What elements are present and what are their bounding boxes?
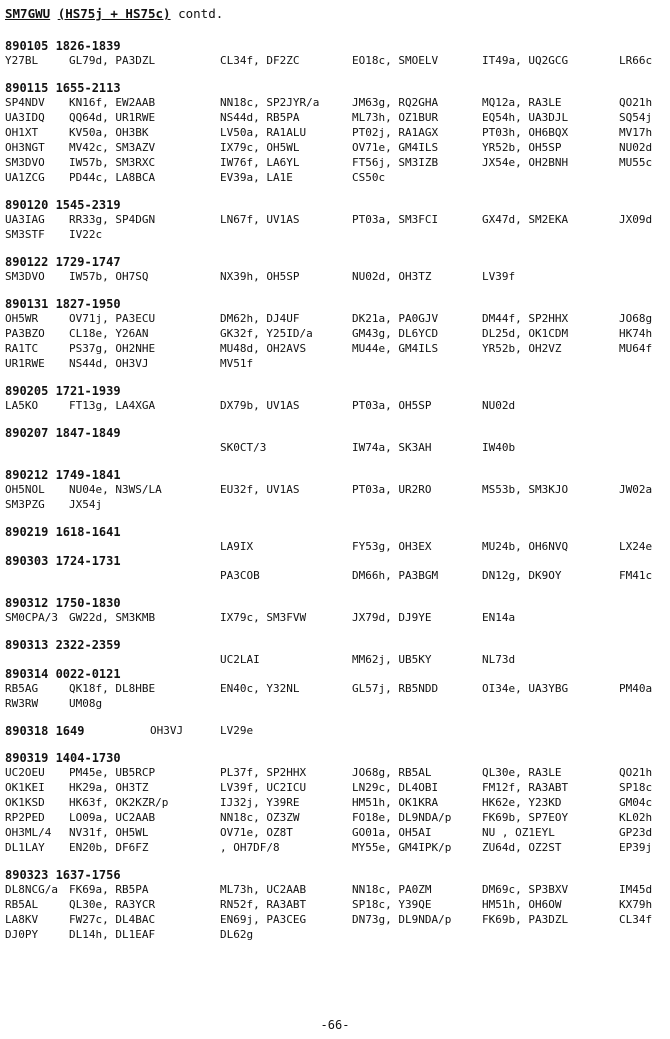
log-entry: FO18e, DL9NDA/p bbox=[352, 811, 452, 824]
log-entry: NN18c, OZ3ZW bbox=[220, 811, 300, 824]
page-header bbox=[5, 6, 667, 26]
log-row bbox=[5, 497, 667, 512]
log-entry: KL02h bbox=[619, 811, 653, 824]
log-row bbox=[5, 269, 667, 284]
log-entry: EN20b, DF6FZ bbox=[69, 841, 149, 854]
station-callsign: DL1LAY bbox=[5, 841, 45, 854]
log-entry: RR33g, SP4DGN bbox=[69, 213, 156, 226]
block-date-time: 890122 1729-1747 bbox=[5, 255, 121, 269]
log-row bbox=[5, 341, 667, 356]
log-entry: MM62j, UB5KY bbox=[352, 653, 432, 666]
log-row bbox=[5, 326, 667, 341]
log-entry: CL18e, Y26AN bbox=[69, 327, 149, 340]
log-entry: OH3VJ bbox=[150, 724, 184, 737]
log-entry: PT03a, OH5SP bbox=[352, 399, 432, 412]
station-callsign: SM3DVO bbox=[5, 270, 45, 283]
log-entry: LN67f, UV1AS bbox=[220, 213, 300, 226]
log-entry: PM40a bbox=[619, 682, 653, 695]
log-entry: HK74h bbox=[619, 327, 653, 340]
block-date-time: 890205 1721-1939 bbox=[5, 384, 121, 398]
station-callsign: Y27BL bbox=[5, 54, 39, 67]
log-row bbox=[5, 912, 667, 927]
log-entry: JX79d, DJ9YE bbox=[352, 611, 432, 624]
log-entry: EP39j bbox=[619, 841, 653, 854]
log-entry: UC2LAI bbox=[220, 653, 260, 666]
log-entry: QK18f, DL8HBE bbox=[69, 682, 156, 695]
log-row bbox=[5, 539, 667, 554]
log-entry: DX79b, UV1AS bbox=[220, 399, 300, 412]
block-date-time: 890314 0022-0121 bbox=[5, 667, 121, 681]
log-entry: OV71e, OZ8T bbox=[220, 826, 293, 839]
log-entry: DM44f, SP2HHX bbox=[482, 312, 569, 325]
log-row bbox=[5, 652, 667, 667]
station-callsign: UA1ZCG bbox=[5, 171, 45, 184]
log-entry: GO01a, OH5AI bbox=[352, 826, 432, 839]
log-entry: GK32f, Y25ID/a bbox=[220, 327, 313, 340]
log-entry: EQ54h, UA3DJL bbox=[482, 111, 569, 124]
log-entry: SQ54j bbox=[619, 111, 653, 124]
log-entry: JO68g bbox=[619, 312, 653, 325]
log-entry: NU , OZ1EYL bbox=[482, 826, 555, 839]
station-callsign: OH1XT bbox=[5, 126, 39, 139]
log-entry: QO21h bbox=[619, 766, 653, 779]
log-row bbox=[5, 110, 667, 125]
log-entry: , OH7DF/8 bbox=[220, 841, 280, 854]
log-entry: DN73g, DL9NDA/p bbox=[352, 913, 452, 926]
station-callsign: PA3BZO bbox=[5, 327, 45, 340]
log-entry: QL30e, RA3YCR bbox=[69, 898, 156, 911]
station-callsign: RB5AG bbox=[5, 682, 39, 695]
log-entry: FK69b, SP7EOY bbox=[482, 811, 569, 824]
log-block bbox=[5, 426, 667, 455]
log-entry: LA9IX bbox=[220, 540, 254, 553]
log-entry: IV22c bbox=[69, 228, 103, 241]
log-row bbox=[5, 795, 667, 810]
log-entry: SP18c, Y39QE bbox=[352, 898, 432, 911]
log-entry: YR52b, OH2VZ bbox=[482, 342, 562, 355]
log-entry: IW57b, SM3RXC bbox=[69, 156, 156, 169]
log-block bbox=[5, 554, 667, 583]
block-date-time: 890120 1545-2319 bbox=[5, 198, 121, 212]
log-entry: HM51h, OK1KRA bbox=[352, 796, 439, 809]
log-entry: NX39h, OH5SP bbox=[220, 270, 300, 283]
log-entry: FM41c bbox=[619, 569, 653, 582]
log-entry: NU02d bbox=[482, 399, 516, 412]
log-block bbox=[5, 525, 667, 554]
log-entry: EV39a, LA1E bbox=[220, 171, 293, 184]
log-entry: JX09d bbox=[619, 213, 653, 226]
log-entry: ZU64d, OZ2ST bbox=[482, 841, 562, 854]
log-entry: DL62g bbox=[220, 928, 254, 941]
log-entry: IW57b, OH7SQ bbox=[69, 270, 149, 283]
station-callsign: UR1RWE bbox=[5, 357, 45, 370]
log-entry: MU55c bbox=[619, 156, 653, 169]
header-suffix: contd. bbox=[178, 6, 224, 21]
log-entry: FK69b, PA3DZL bbox=[482, 913, 569, 926]
log-row bbox=[5, 897, 667, 912]
log-entry: GM04c bbox=[619, 796, 653, 809]
station-callsign: OK1KSD bbox=[5, 796, 45, 809]
log-row bbox=[5, 311, 667, 326]
log-entry: NS44d, RB5PA bbox=[220, 111, 300, 124]
log-row bbox=[5, 765, 667, 780]
log-entry: GM43g, DL6YCD bbox=[352, 327, 439, 340]
block-date-time: 890105 1826-1839 bbox=[5, 39, 121, 53]
log-row bbox=[5, 170, 667, 185]
log-block bbox=[5, 868, 667, 942]
log-entry: PS37g, OH2NHE bbox=[69, 342, 156, 355]
log-row bbox=[5, 53, 667, 68]
log-entry: HK62e, Y23KD bbox=[482, 796, 562, 809]
block-date-time: 890323 1637-1756 bbox=[5, 868, 121, 882]
log-page bbox=[5, 6, 667, 942]
log-entry: IJ32j, Y39RE bbox=[220, 796, 300, 809]
block-date-time-text: 890318 1649 bbox=[5, 724, 85, 738]
header-equipment: (HS75j + HS75c) bbox=[57, 6, 171, 21]
log-entry: NN18c, PA0ZM bbox=[352, 883, 432, 896]
log-row bbox=[5, 840, 667, 855]
log-entry: HK29a, OH3TZ bbox=[69, 781, 149, 794]
log-entry: EO18c, SMOELV bbox=[352, 54, 439, 67]
log-entry: PM45e, UB5RCP bbox=[69, 766, 156, 779]
log-entry: PT02j, RA1AGX bbox=[352, 126, 439, 139]
log-entry: DM62h, DJ4UF bbox=[220, 312, 300, 325]
log-entry: LX24e bbox=[619, 540, 653, 553]
log-row bbox=[5, 882, 667, 897]
station-callsign: SM3STF bbox=[5, 228, 45, 241]
log-entry: LV50a, RA1ALU bbox=[220, 126, 307, 139]
log-entry: MU24b, OH6NVQ bbox=[482, 540, 569, 553]
log-entry: RN52f, RA3ABT bbox=[220, 898, 307, 911]
station-callsign: OH5WR bbox=[5, 312, 39, 325]
log-row bbox=[5, 227, 667, 242]
log-entry: MU44e, GM4ILS bbox=[352, 342, 439, 355]
log-entry: SP18c bbox=[619, 781, 653, 794]
log-row bbox=[5, 440, 667, 455]
log-entry: PD44c, LA8BCA bbox=[69, 171, 156, 184]
log-row bbox=[5, 696, 667, 711]
log-entry: HM51h, OH6OW bbox=[482, 898, 562, 911]
log-entry: JO68g, RB5AL bbox=[352, 766, 432, 779]
log-entry: PT03a, UR2RO bbox=[352, 483, 432, 496]
log-row bbox=[5, 810, 667, 825]
log-entry: KX79h bbox=[619, 898, 653, 911]
log-entry: MY55e, GM4IPK/p bbox=[352, 841, 452, 854]
log-row bbox=[5, 212, 667, 227]
log-row bbox=[5, 140, 667, 155]
log-entry: IW76f, LA6YL bbox=[220, 156, 300, 169]
log-block bbox=[5, 667, 667, 711]
station-callsign: OH3NGT bbox=[5, 141, 45, 154]
log-entry: GP23d bbox=[619, 826, 653, 839]
log-entry: LN29c, DL4OBI bbox=[352, 781, 439, 794]
log-entry: DM66h, PA3BGM bbox=[352, 569, 439, 582]
station-callsign: DL8NCG/a bbox=[5, 883, 58, 896]
station-callsign: RA1TC bbox=[5, 342, 39, 355]
log-entry: GL79d, PA3DZL bbox=[69, 54, 156, 67]
log-blocks bbox=[5, 39, 667, 942]
log-entry: MQ12a, RA3LE bbox=[482, 96, 562, 109]
station-callsign: OH3ML/4 bbox=[5, 826, 52, 839]
log-entry: KN16f, EW2AAB bbox=[69, 96, 156, 109]
log-entry: CL34f, DF2ZC bbox=[220, 54, 300, 67]
log-entry: DL25d, OK1CDM bbox=[482, 327, 569, 340]
log-entry: FW27c, DL4BAC bbox=[69, 913, 156, 926]
log-entry: CL34f bbox=[619, 913, 653, 926]
log-entry: NS44d, OH3VJ bbox=[69, 357, 149, 370]
log-row bbox=[5, 568, 667, 583]
station-callsign: OH5NOL bbox=[5, 483, 45, 496]
log-entry: DL14h, DL1EAF bbox=[69, 928, 156, 941]
header-callsign: SM7GWU bbox=[5, 6, 51, 21]
log-entry: MV51f bbox=[220, 357, 254, 370]
log-entry: GW22d, SM3KMB bbox=[69, 611, 156, 624]
station-callsign: SM0CPA/3 bbox=[5, 611, 58, 624]
log-entry: FM12f, RA3ABT bbox=[482, 781, 569, 794]
station-callsign: OK1KEI bbox=[5, 781, 45, 794]
station-callsign: SP4NDV bbox=[5, 96, 45, 109]
log-entry: JW02a bbox=[619, 483, 653, 496]
log-entry: OI34e, UA3YBG bbox=[482, 682, 569, 695]
log-row bbox=[5, 825, 667, 840]
log-entry: QL30e, RA3LE bbox=[482, 766, 562, 779]
log-entry: EU32f, UV1AS bbox=[220, 483, 300, 496]
log-entry: NU04e, N3WS/LA bbox=[69, 483, 162, 496]
log-entry: LV39f, UC2ICU bbox=[220, 781, 307, 794]
log-entry: LR66c bbox=[619, 54, 653, 67]
log-entry: YR52b, OH5SP bbox=[482, 141, 562, 154]
log-entry: KV50a, OH3BK bbox=[69, 126, 149, 139]
log-block bbox=[5, 297, 667, 371]
log-entry: NN18c, SP2JYR/a bbox=[220, 96, 320, 109]
log-row bbox=[5, 125, 667, 140]
log-row bbox=[5, 681, 667, 696]
log-block bbox=[5, 596, 667, 625]
log-entry: DN12g, DK9OY bbox=[482, 569, 562, 582]
block-date-time: 890131 1827-1950 bbox=[5, 297, 121, 311]
log-row bbox=[5, 927, 667, 942]
log-entry: EN14a bbox=[482, 611, 516, 624]
log-entry: MU64f bbox=[619, 342, 653, 355]
log-row bbox=[5, 610, 667, 625]
station-callsign: DJ0PY bbox=[5, 928, 39, 941]
log-entry: FT56j, SM3IZB bbox=[352, 156, 439, 169]
log-row bbox=[5, 356, 667, 371]
log-block bbox=[5, 638, 667, 667]
block-date-time: 890319 1404-1730 bbox=[5, 751, 121, 765]
log-entry: FT13g, LA4XGA bbox=[69, 399, 156, 412]
log-entry: QO21h bbox=[619, 96, 653, 109]
log-block bbox=[5, 255, 667, 284]
log-entry: LO09a, UC2AAB bbox=[69, 811, 156, 824]
block-date-time: 890313 2322-2359 bbox=[5, 638, 121, 652]
station-callsign: UA3IAG bbox=[5, 213, 45, 226]
log-row bbox=[5, 155, 667, 170]
log-entry: MV42c, SM3AZV bbox=[69, 141, 156, 154]
station-callsign: UC2OEU bbox=[5, 766, 45, 779]
log-block bbox=[5, 751, 667, 855]
log-entry: HK63f, OK2KZR/p bbox=[69, 796, 169, 809]
log-block bbox=[5, 81, 667, 185]
log-entry: PT03a, SM3FCI bbox=[352, 213, 439, 226]
log-entry: IT49a, UQ2GCG bbox=[482, 54, 569, 67]
log-entry: CS50c bbox=[352, 171, 386, 184]
log-entry: NU02d bbox=[619, 141, 653, 154]
log-entry: QQ64d, UR1RWE bbox=[69, 111, 156, 124]
block-date-time: 890303 1724-1731 bbox=[5, 554, 121, 568]
station-callsign: RB5AL bbox=[5, 898, 39, 911]
log-entry: JX54j bbox=[69, 498, 103, 511]
log-entry: IM45d bbox=[619, 883, 653, 896]
station-callsign: SM3PZG bbox=[5, 498, 45, 511]
log-block bbox=[5, 198, 667, 242]
log-row bbox=[5, 482, 667, 497]
block-date-time: 890312 1750-1830 bbox=[5, 596, 121, 610]
log-entry: MS53b, SM3KJO bbox=[482, 483, 569, 496]
log-entry: MU48d, OH2AVS bbox=[220, 342, 307, 355]
log-block bbox=[5, 39, 667, 68]
block-date-time: 890115 1655-2113 bbox=[5, 81, 121, 95]
block-date-time: 890212 1749-1841 bbox=[5, 468, 121, 482]
block-date-time: 890219 1618-1641 bbox=[5, 525, 121, 539]
log-entry: ML73h, OZ1BUR bbox=[352, 111, 439, 124]
log-entry: JX54e, OH2BNH bbox=[482, 156, 569, 169]
log-block bbox=[5, 384, 667, 413]
station-callsign: RW3RW bbox=[5, 697, 39, 710]
log-entry: PL37f, SP2HHX bbox=[220, 766, 307, 779]
log-entry: OV71j, PA3ECU bbox=[69, 312, 156, 325]
log-entry: UM08g bbox=[69, 697, 103, 710]
log-entry: PT03h, OH6BQX bbox=[482, 126, 569, 139]
block-date-time: 890207 1847-1849 bbox=[5, 426, 121, 440]
log-entry: NU02d, OH3TZ bbox=[352, 270, 432, 283]
log-entry: FY53g, OH3EX bbox=[352, 540, 432, 553]
station-callsign: RP2PED bbox=[5, 811, 45, 824]
log-entry: MV17h bbox=[619, 126, 653, 139]
log-entry: FK69a, RB5PA bbox=[69, 883, 149, 896]
log-entry: GX47d, SM2EKA bbox=[482, 213, 569, 226]
log-entry: IX79c, SM3FVW bbox=[220, 611, 307, 624]
log-entry: EN69j, PA3CEG bbox=[220, 913, 307, 926]
log-entry: OV71e, GM4ILS bbox=[352, 141, 439, 154]
log-entry: SK0CT/3 bbox=[220, 441, 267, 454]
log-row bbox=[5, 398, 667, 413]
log-entry: ML73h, UC2AAB bbox=[220, 883, 307, 896]
station-callsign: UA3IDQ bbox=[5, 111, 45, 124]
log-entry: LV29e bbox=[220, 724, 254, 737]
log-row bbox=[5, 780, 667, 795]
log-block bbox=[5, 468, 667, 512]
log-entry: JM63g, RQ2GHA bbox=[352, 96, 439, 109]
log-entry: EN40c, Y32NL bbox=[220, 682, 300, 695]
page-number: -66- bbox=[320, 1018, 350, 1032]
log-entry: NL73d bbox=[482, 653, 516, 666]
log-entry: GL57j, RB5NDD bbox=[352, 682, 439, 695]
log-entry: IX79c, OH5WL bbox=[220, 141, 300, 154]
station-callsign: LA8KV bbox=[5, 913, 39, 926]
log-entry: NV31f, OH5WL bbox=[69, 826, 149, 839]
station-callsign: LA5KO bbox=[5, 399, 39, 412]
log-entry: IW74a, SK3AH bbox=[352, 441, 432, 454]
log-entry: IW40b bbox=[482, 441, 516, 454]
log-entry: DK21a, PA0GJV bbox=[352, 312, 439, 325]
block-date-time bbox=[5, 724, 667, 738]
station-callsign: SM3DVO bbox=[5, 156, 45, 169]
log-row bbox=[5, 95, 667, 110]
log-block bbox=[5, 724, 667, 738]
log-entry: LV39f bbox=[482, 270, 516, 283]
log-entry: DM69c, SP3BXV bbox=[482, 883, 569, 896]
log-entry: PA3COB bbox=[220, 569, 260, 582]
